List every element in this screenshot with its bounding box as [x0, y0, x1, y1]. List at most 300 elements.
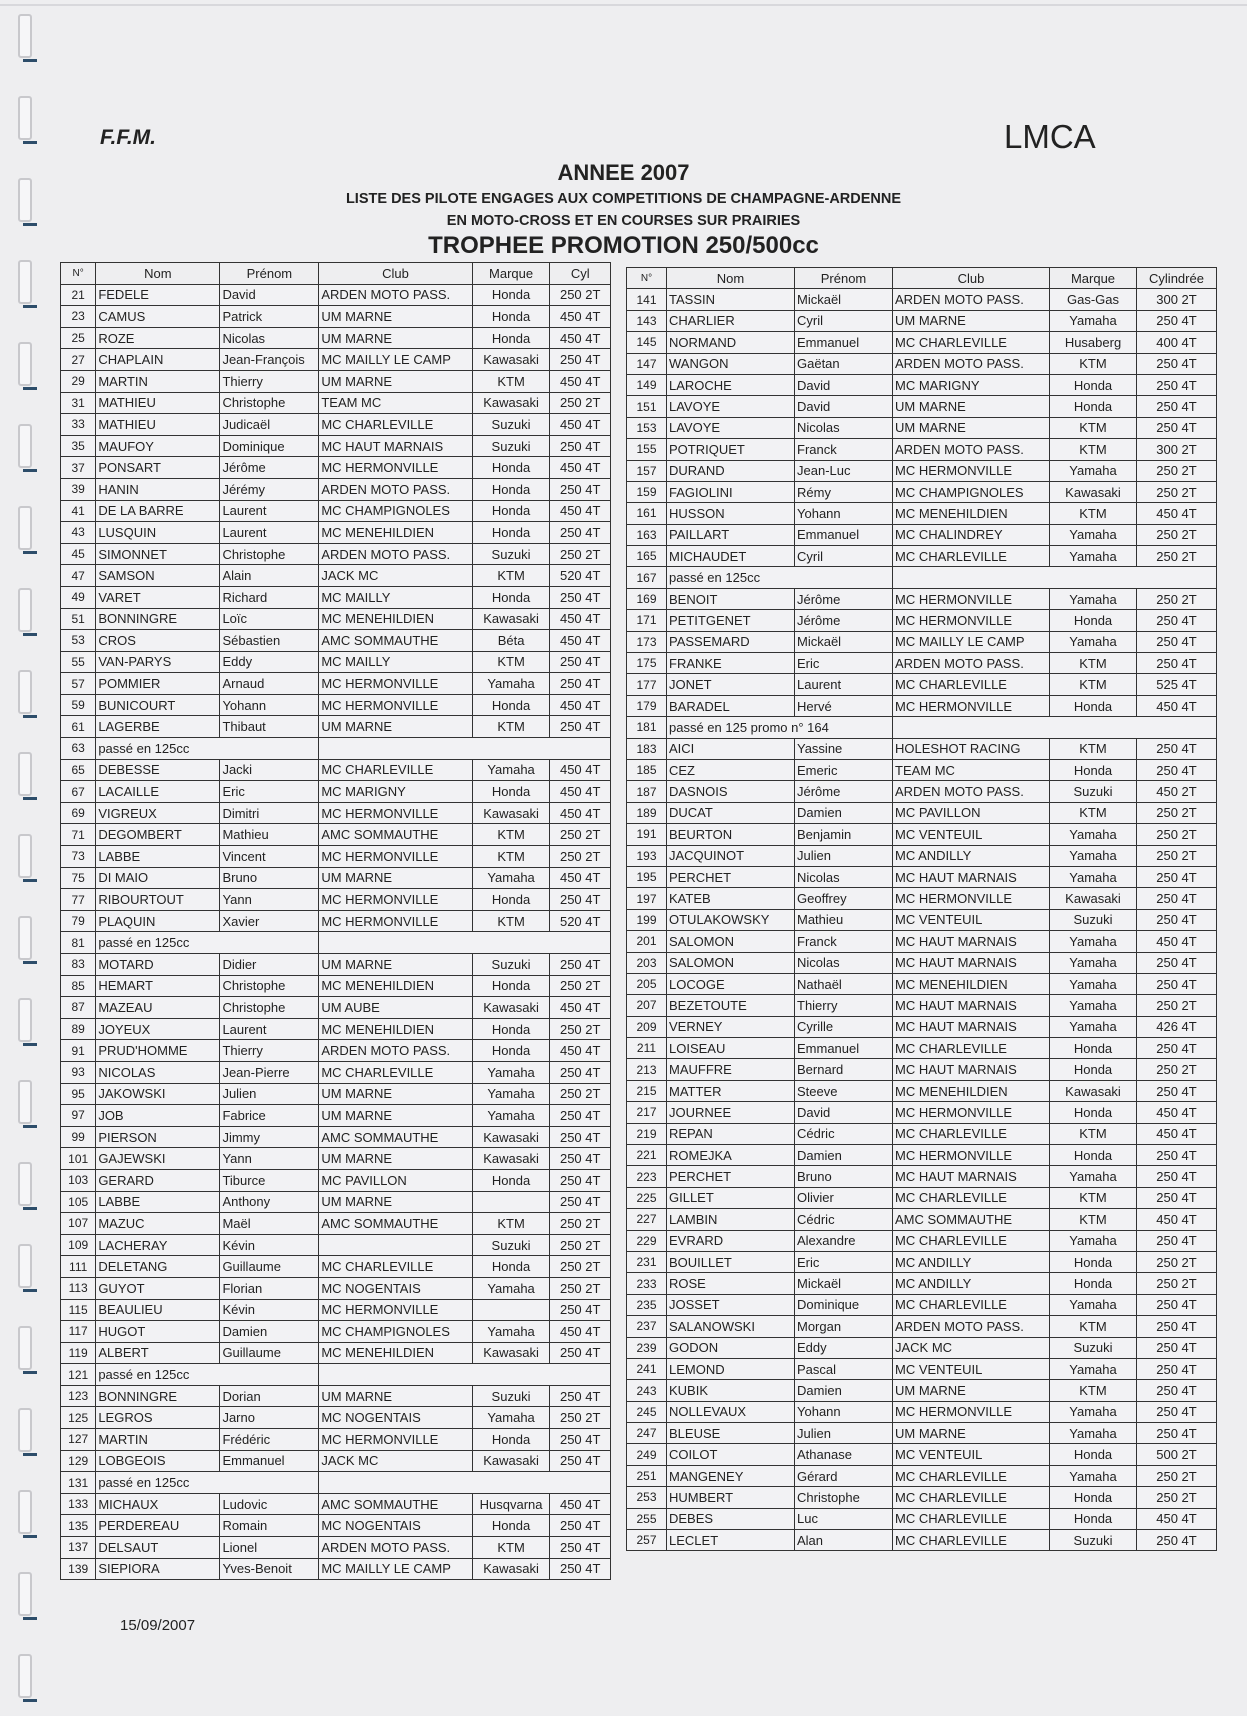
cell-cyl: 450 4T	[550, 997, 611, 1019]
cell-brand: Yamaha	[1050, 995, 1137, 1016]
cell-brand: Yamaha	[1050, 1423, 1137, 1444]
cell-club: MC CHARLEVILLE	[893, 1038, 1050, 1059]
cell-number: 31	[61, 392, 96, 414]
cell-name: DEBESSE	[96, 759, 220, 781]
cell-number: 143	[627, 310, 667, 331]
cell-name: GAJEWSKI	[96, 1148, 220, 1170]
table-row	[61, 1234, 611, 1256]
cell-firstname: Jérémy	[220, 478, 319, 500]
entries-table-left	[60, 262, 611, 1580]
cell-firstname: Nicolas	[220, 327, 319, 349]
table-row	[61, 716, 611, 738]
table-row	[61, 543, 611, 565]
cell-cyl: 520 4T	[550, 565, 611, 587]
cell-number: 127	[61, 1429, 96, 1451]
cell-name: LOISEAU	[667, 1038, 795, 1059]
cell-number: 145	[627, 332, 667, 353]
cell-name: WANGON	[667, 353, 795, 374]
cell-firstname: Kévin	[220, 1299, 319, 1321]
cell-cyl: 250 4T	[550, 1169, 611, 1191]
cell-club: MC HAUT MARNAIS	[893, 1016, 1050, 1037]
cell-club: MC CHARLEVILLE	[893, 1123, 1050, 1144]
cell-name: GUYOT	[96, 1277, 220, 1299]
cell-firstname: Fabrice	[220, 1105, 319, 1127]
cell-firstname: Laurent	[220, 522, 319, 544]
cell-number: 93	[61, 1061, 96, 1083]
cell-firstname: Romain	[220, 1515, 319, 1537]
cell-cyl: 250 4T	[1137, 396, 1217, 417]
cell-firstname: Dominique	[220, 435, 319, 457]
table-row	[627, 845, 1217, 866]
table-row	[627, 353, 1217, 374]
cell-club: MC HAUT MARNAIS	[893, 1059, 1050, 1080]
cell-firstname: Jean-Pierre	[220, 1061, 319, 1083]
cell-name: FEDELE	[96, 284, 220, 306]
cell-name: MATHIEU	[96, 414, 220, 436]
cell-brand: Honda	[472, 306, 550, 328]
binding-hole	[18, 1654, 32, 1698]
cell-brand: Yamaha	[1050, 1166, 1137, 1187]
table-row	[627, 567, 1217, 588]
cell-club: MC MARIGNY	[319, 781, 472, 803]
cell-club: ARDEN MOTO PASS.	[319, 1040, 472, 1062]
cell-name: CHAPLAIN	[96, 349, 220, 371]
cell-number: 125	[61, 1407, 96, 1429]
cell-cyl: 250 4T	[1137, 888, 1217, 909]
col-header-firstname: Prénom	[220, 263, 319, 285]
cell-brand: Husqvarna	[472, 1493, 550, 1515]
cell-club: HOLESHOT RACING	[893, 738, 1050, 759]
cell-name: LOBGEOIS	[96, 1450, 220, 1472]
cell-name: PERCHET	[667, 866, 795, 887]
cell-name: ALBERT	[96, 1342, 220, 1364]
cell-club: MC MAILLY LE CAMP	[319, 349, 472, 371]
cell-cyl: 250 4T	[550, 349, 611, 371]
cell-brand: Honda	[1050, 1251, 1137, 1272]
cell-club: MC HERMONVILLE	[893, 610, 1050, 631]
cell-name: SALOMON	[667, 952, 795, 973]
cell-cyl: 450 4T	[550, 802, 611, 824]
cell-note: passé en 125cc	[96, 1364, 319, 1386]
cell-brand: KTM	[1050, 802, 1137, 823]
cell-club: MC HAUT MARNAIS	[893, 866, 1050, 887]
table-row	[61, 522, 611, 544]
cell-name: JOB	[96, 1105, 220, 1127]
cell-club: MC HERMONVILLE	[893, 588, 1050, 609]
cell-club: UM MARNE	[319, 1191, 472, 1213]
cell-firstname: Nathaël	[795, 973, 893, 994]
cell-firstname: Franck	[795, 931, 893, 952]
cell-number: 203	[627, 952, 667, 973]
cell-number: 249	[627, 1444, 667, 1465]
cell-club: AMC SOMMAUTHE	[319, 1213, 472, 1235]
cell-firstname: Florian	[220, 1277, 319, 1299]
cell-cyl: 450 4T	[1137, 1123, 1217, 1144]
cell-club: MC VENTEUIL	[893, 909, 1050, 930]
cell-cyl: 450 4T	[550, 867, 611, 889]
cell-name: BEURTON	[667, 824, 795, 845]
cell-cyl: 250 4T	[1137, 1294, 1217, 1315]
cell-name: TASSIN	[667, 289, 795, 310]
cell-firstname: Laurent	[795, 674, 893, 695]
cell-brand: KTM	[1050, 439, 1137, 460]
cell-firstname: Cédric	[795, 1123, 893, 1144]
cell-cyl: 250 4T	[550, 954, 611, 976]
cell-name: JACQUINOT	[667, 845, 795, 866]
cell-firstname: Damien	[220, 1321, 319, 1343]
cell-name: SALANOWSKI	[667, 1316, 795, 1337]
cell-brand: Kawasaki	[472, 392, 550, 414]
cell-number: 67	[61, 781, 96, 803]
cell-name: POMMIER	[96, 673, 220, 695]
cell-name: ROZE	[96, 327, 220, 349]
cell-firstname: Christophe	[220, 997, 319, 1019]
cell-club: AMC SOMMAUTHE	[319, 824, 472, 846]
cell-cyl: 500 2T	[1137, 1444, 1217, 1465]
cell-firstname: Emmanuel	[220, 1450, 319, 1472]
cell-cyl: 250 2T	[550, 1018, 611, 1040]
cell-number: 201	[627, 931, 667, 952]
cell-number: 227	[627, 1209, 667, 1230]
cell-club: ARDEN MOTO PASS.	[893, 439, 1050, 460]
table-row	[627, 717, 1217, 738]
cell-club: MC MAILLY	[319, 586, 472, 608]
cell-brand: Honda	[472, 1040, 550, 1062]
table-row	[61, 1342, 611, 1364]
cell-number: 95	[61, 1083, 96, 1105]
table-row	[627, 781, 1217, 802]
cell-brand: Honda	[1050, 610, 1137, 631]
cell-name: SAMSON	[96, 565, 220, 587]
table-row	[61, 1148, 611, 1170]
cell-club: MC CHARLEVILLE	[319, 759, 472, 781]
table-row	[627, 888, 1217, 909]
cell-firstname: Yves-Benoit	[220, 1558, 319, 1580]
table-row	[627, 866, 1217, 887]
cell-brand: Kawasaki	[472, 1450, 550, 1472]
year-title: ANNEE 2007	[557, 160, 690, 185]
footer-date: 15/09/2007	[120, 1617, 196, 1634]
cell-number: 73	[61, 846, 96, 868]
cell-number: 53	[61, 630, 96, 652]
cell-cyl: 250 2T	[1137, 995, 1217, 1016]
cell-number: 165	[627, 546, 667, 567]
cell-empty	[319, 932, 611, 954]
cell-club: MC HAUT MARNAIS	[893, 931, 1050, 952]
cell-number: 119	[61, 1342, 96, 1364]
cell-firstname: Jimmy	[220, 1126, 319, 1148]
cell-name: MAUFFRE	[667, 1059, 795, 1080]
cell-club: TEAM MC	[319, 392, 472, 414]
cell-club: MC MAILLY LE CAMP	[319, 1558, 472, 1580]
table-row	[61, 673, 611, 695]
cell-number: 197	[627, 888, 667, 909]
cell-club: MC MENEHILDIEN	[893, 973, 1050, 994]
binding-hole	[18, 1326, 32, 1370]
cell-club: MC HAUT MARNAIS	[893, 952, 1050, 973]
cell-cyl: 250 2T	[550, 1277, 611, 1299]
cell-brand: Suzuki	[1050, 909, 1137, 930]
cell-name: KATEB	[667, 888, 795, 909]
cell-brand: Yamaha	[1050, 1465, 1137, 1486]
cell-brand: Yamaha	[1050, 1230, 1137, 1251]
cell-club: MC HERMONVILLE	[893, 1145, 1050, 1166]
cell-number: 65	[61, 759, 96, 781]
cell-club: MC CHARLEVILLE	[893, 546, 1050, 567]
cell-firstname: David	[795, 374, 893, 395]
cell-cyl: 250 4T	[1137, 1145, 1217, 1166]
cell-number: 35	[61, 435, 96, 457]
cell-firstname: Vincent	[220, 846, 319, 868]
binding-hole	[18, 916, 32, 960]
cell-cyl: 520 4T	[550, 910, 611, 932]
cell-cyl: 250 2T	[550, 846, 611, 868]
cell-brand: Yamaha	[472, 1407, 550, 1429]
cell-brand: Honda	[1050, 1487, 1137, 1508]
cell-number: 29	[61, 370, 96, 392]
table-row	[627, 1016, 1217, 1037]
cell-cyl: 250 4T	[1137, 1316, 1217, 1337]
cell-club: MC CHARLEVILLE	[893, 1187, 1050, 1208]
cell-cyl: 250 4T	[1137, 1530, 1217, 1551]
cell-club: TEAM MC	[893, 759, 1050, 780]
cell-name: GODON	[667, 1337, 795, 1358]
subtitle-line-1: LISTE DES PILOTE ENGAGES AUX COMPETITIONS DE CHAMPAGNE-ARDENNE	[345, 191, 902, 207]
cell-number: 135	[61, 1515, 96, 1537]
cell-firstname: Cyril	[795, 546, 893, 567]
cell-brand: Yamaha	[1050, 631, 1137, 652]
cell-club: MC HERMONVILLE	[319, 1299, 472, 1321]
cell-brand: KTM	[472, 846, 550, 868]
table-row	[627, 674, 1217, 695]
table-row	[627, 503, 1217, 524]
cell-brand: KTM	[472, 824, 550, 846]
cell-name: BLEUSE	[667, 1423, 795, 1444]
cell-club: MC MENEHILDIEN	[319, 608, 472, 630]
cell-club: MC HERMONVILLE	[319, 457, 472, 479]
cell-cyl: 250 4T	[1137, 1401, 1217, 1422]
binding-hole	[18, 1408, 32, 1452]
cell-cyl: 250 2T	[1137, 802, 1217, 823]
cell-number: 41	[61, 500, 96, 522]
binding-hole	[18, 1162, 32, 1206]
cell-club: AMC SOMMAUTHE	[319, 1493, 472, 1515]
table-row	[61, 586, 611, 608]
cell-number: 233	[627, 1273, 667, 1294]
cell-empty	[319, 738, 611, 760]
cell-number: 129	[61, 1450, 96, 1472]
cell-brand: Yamaha	[1050, 866, 1137, 887]
cell-club: MC HERMONVILLE	[893, 695, 1050, 716]
cell-club: UM MARNE	[319, 1385, 472, 1407]
table-row	[61, 1429, 611, 1451]
cell-brand: Honda	[1050, 396, 1137, 417]
cell-name: DUCAT	[667, 802, 795, 823]
cell-number: 107	[61, 1213, 96, 1235]
cell-number: 179	[627, 695, 667, 716]
table-row	[627, 1380, 1217, 1401]
cell-brand: Yamaha	[1050, 824, 1137, 845]
cell-brand: Suzuki	[1050, 1337, 1137, 1358]
table-row	[61, 910, 611, 932]
cell-firstname: Dominique	[795, 1294, 893, 1315]
cell-number: 141	[627, 289, 667, 310]
cell-firstname: Laurent	[220, 1018, 319, 1040]
cell-name: BONNINGRE	[96, 608, 220, 630]
table-row	[627, 1465, 1217, 1486]
cell-cyl: 250 4T	[550, 1515, 611, 1537]
col-header-brand: Marque	[472, 263, 550, 285]
col-header-cyl: Cyl	[550, 263, 611, 285]
cell-club: MC VENTEUIL	[893, 1358, 1050, 1379]
cell-name: MANGENEY	[667, 1465, 795, 1486]
cell-brand: KTM	[472, 370, 550, 392]
cell-number: 255	[627, 1508, 667, 1529]
table-row	[61, 1558, 611, 1580]
cell-name: JOSSET	[667, 1294, 795, 1315]
cell-brand: Gas-Gas	[1050, 289, 1137, 310]
cell-firstname: Guillaume	[220, 1256, 319, 1278]
cell-brand: KTM	[1050, 1209, 1137, 1230]
cell-club: MC HERMONVILLE	[319, 673, 472, 695]
table-row	[61, 1126, 611, 1148]
cell-firstname: Thierry	[220, 1040, 319, 1062]
cell-cyl: 250 2T	[550, 543, 611, 565]
cell-club: MC HERMONVILLE	[319, 802, 472, 824]
table-row	[61, 1105, 611, 1127]
cell-cyl: 450 4T	[550, 306, 611, 328]
cell-name: VERNEY	[667, 1016, 795, 1037]
cell-cyl: 450 4T	[550, 630, 611, 652]
cell-cyl: 250 2T	[1137, 845, 1217, 866]
cell-club: MC MENEHILDIEN	[319, 522, 472, 544]
cell-number: 123	[61, 1385, 96, 1407]
binding-hole	[18, 260, 32, 304]
cell-firstname: Bernard	[795, 1059, 893, 1080]
binding-hole	[18, 506, 32, 550]
cell-name: ROSE	[667, 1273, 795, 1294]
cell-brand: Kawasaki	[472, 1558, 550, 1580]
cell-name: LAMBIN	[667, 1209, 795, 1230]
cell-brand: Honda	[472, 975, 550, 997]
cell-name: AICI	[667, 738, 795, 759]
cell-name: VARET	[96, 586, 220, 608]
cell-brand: Honda	[472, 327, 550, 349]
cell-brand: Honda	[472, 478, 550, 500]
cell-cyl: 250 2T	[550, 1083, 611, 1105]
cell-club: UM MARNE	[319, 1083, 472, 1105]
cell-number: 251	[627, 1465, 667, 1486]
table-row	[61, 1040, 611, 1062]
cell-brand: Honda	[1050, 1444, 1137, 1465]
table-row	[61, 478, 611, 500]
cell-club: ARDEN MOTO PASS.	[319, 543, 472, 565]
cell-club: MC HERMONVILLE	[893, 460, 1050, 481]
table-row	[61, 435, 611, 457]
cell-cyl: 250 4T	[550, 1126, 611, 1148]
table-row	[61, 1169, 611, 1191]
cell-club: MC CHAMPIGNOLES	[319, 1321, 472, 1343]
table-row	[61, 1191, 611, 1213]
cell-number: 159	[627, 481, 667, 502]
cell-cyl: 250 4T	[1137, 866, 1217, 887]
cell-empty	[893, 567, 1217, 588]
cell-number: 211	[627, 1038, 667, 1059]
cell-cyl: 525 4T	[1137, 674, 1217, 695]
cell-cyl: 250 4T	[1137, 1038, 1217, 1059]
cell-number: 21	[61, 284, 96, 306]
cell-number: 245	[627, 1401, 667, 1422]
cell-club: ARDEN MOTO PASS.	[893, 653, 1050, 674]
cell-club: MC VENTEUIL	[893, 1444, 1050, 1465]
cell-brand: Yamaha	[1050, 1294, 1137, 1315]
cell-club: UM MARNE	[319, 1148, 472, 1170]
cell-name: EVRARD	[667, 1230, 795, 1251]
cell-name: SIMONNET	[96, 543, 220, 565]
cell-cyl: 250 4T	[550, 1450, 611, 1472]
table-row	[61, 500, 611, 522]
table-row	[61, 1083, 611, 1105]
col-header-brand: Marque	[1050, 268, 1137, 289]
cell-number: 139	[61, 1558, 96, 1580]
cell-club: JACK MC	[893, 1337, 1050, 1358]
cell-cyl: 450 4T	[1137, 503, 1217, 524]
cell-name: JOURNEE	[667, 1102, 795, 1123]
cell-name: DEBES	[667, 1508, 795, 1529]
cell-club: MC HERMONVILLE	[319, 1429, 472, 1451]
cell-brand: Husaberg	[1050, 332, 1137, 353]
table-row	[627, 524, 1217, 545]
cell-firstname: Damien	[795, 1145, 893, 1166]
cell-firstname: Rémy	[795, 481, 893, 502]
table-row	[61, 954, 611, 976]
cell-brand: KTM	[472, 910, 550, 932]
cell-number: 215	[627, 1080, 667, 1101]
cell-cyl: 250 4T	[1137, 631, 1217, 652]
cell-number: 111	[61, 1256, 96, 1278]
cell-firstname: Geoffrey	[795, 888, 893, 909]
table-row	[627, 417, 1217, 438]
cell-brand: Honda	[1050, 1273, 1137, 1294]
table-row	[627, 610, 1217, 631]
table-row	[627, 1038, 1217, 1059]
cell-firstname: Jacki	[220, 759, 319, 781]
cell-cyl: 450 4T	[550, 457, 611, 479]
cell-name: DI MAIO	[96, 867, 220, 889]
cell-name: JOYEUX	[96, 1018, 220, 1040]
cell-name: VAN-PARYS	[96, 651, 220, 673]
cell-name: LAROCHE	[667, 374, 795, 395]
cell-firstname: Christophe	[220, 543, 319, 565]
cell-name: MOTARD	[96, 954, 220, 976]
table-row	[61, 370, 611, 392]
cell-brand: Yamaha	[1050, 1401, 1137, 1422]
cell-cyl: 450 4T	[550, 327, 611, 349]
cell-name: BUNICOURT	[96, 694, 220, 716]
cell-club: MC MENEHILDIEN	[319, 1342, 472, 1364]
cell-firstname: Hervé	[795, 695, 893, 716]
table-row	[627, 1230, 1217, 1251]
cell-cyl: 250 4T	[550, 1148, 611, 1170]
cell-cyl: 250 2T	[550, 284, 611, 306]
cell-name: LUSQUIN	[96, 522, 220, 544]
cell-brand: KTM	[472, 1537, 550, 1559]
cell-name: KUBIK	[667, 1380, 795, 1401]
cell-name: CROS	[96, 630, 220, 652]
cell-number: 169	[627, 588, 667, 609]
cell-brand: Suzuki	[472, 435, 550, 457]
cell-brand: Yamaha	[1050, 952, 1137, 973]
